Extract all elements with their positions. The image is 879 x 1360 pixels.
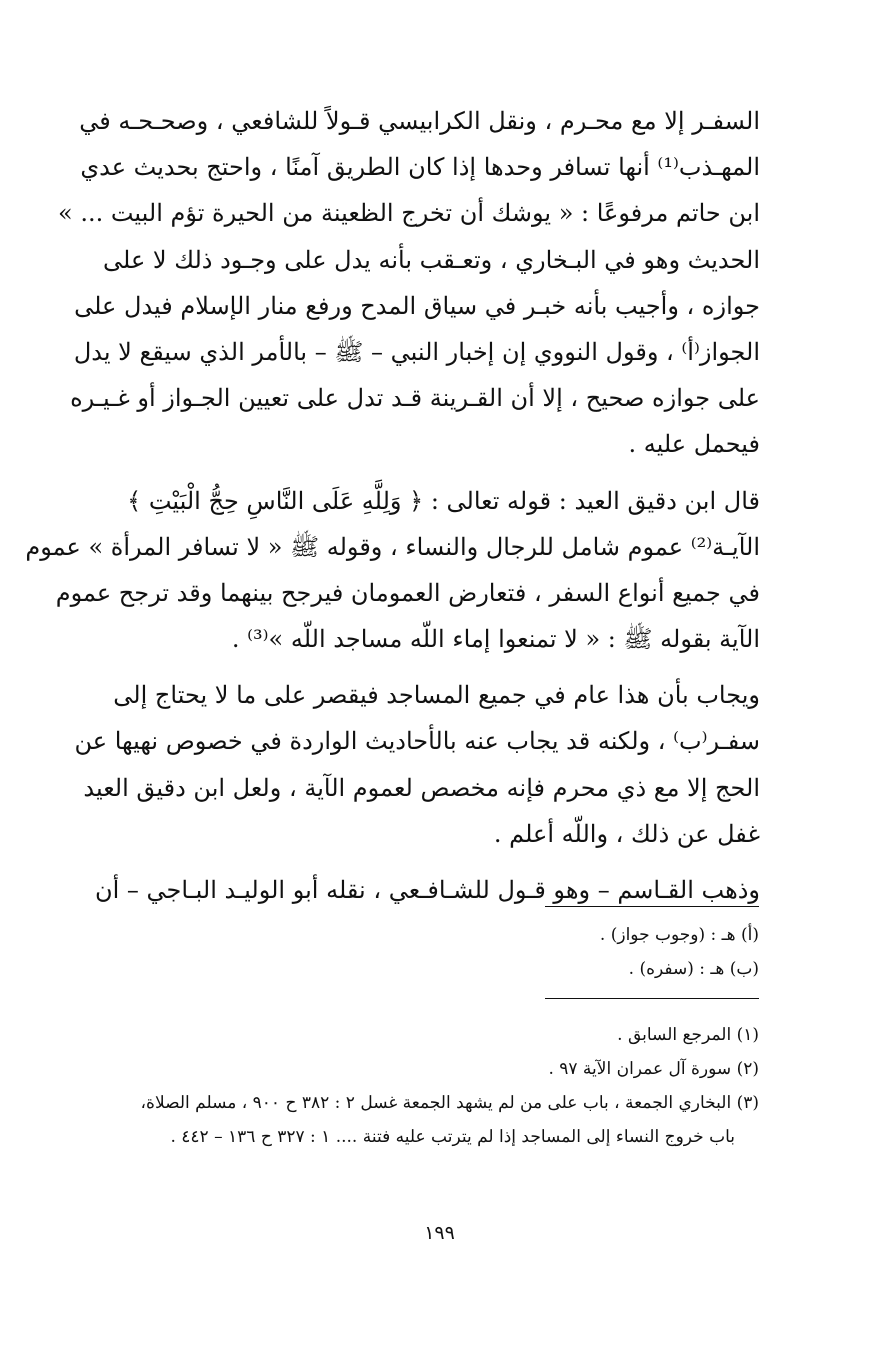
footnote-continuation: باب خروج النساء إلى المساجد إذا لم يترتب عليه فتنة .... ١ : ٣٢٧ ح ١٣٦ – ٤٤٢ . bbox=[170, 1127, 735, 1147]
text-line: السفـر إلا مع محـرم ، ونقل الكرابيسي قـولاً للشافعي ، وصحـحـه في bbox=[79, 107, 760, 135]
apparatus-divider bbox=[545, 906, 759, 907]
main-text bbox=[25, 98, 760, 923]
page-number: ١٩٩ bbox=[424, 1222, 455, 1244]
text-line: جوازه ، وأجيب بأنه خبـر في سياق المدح ورفع منار الإسلام فيدل على bbox=[74, 291, 760, 320]
footnote: (١) المرجع السابق . bbox=[617, 1025, 759, 1045]
text-line: الآية بقوله ﷺ : « لا تمنعوا إماء اللّه مساجد اللّه »⁽³⁾ . bbox=[231, 625, 760, 654]
text-line: قال ابن دقيق العيد : قوله تعالى : ﴿ وَلِلَّهِ عَلَى النَّاسِ حِجُّ الْبَيْتِ ﴾ bbox=[127, 486, 760, 515]
text-line: المهـذب⁽¹⁾ أنها تسافر وحدها إذا كان الطريق آمنًا ، واحتج بحديث عدي bbox=[80, 153, 760, 182]
text-line: الحج إلا مع ذي محرم فإنه مخصص لعموم الآية ، ولعل ابن دقيق العيد bbox=[83, 773, 760, 802]
paragraph-1 bbox=[58, 98, 760, 468]
text-line: فيحمل عليه . bbox=[628, 430, 760, 459]
text-line: غفل عن ذلك ، واللّه أعلم . bbox=[493, 819, 760, 848]
text-line: الآيـة⁽²⁾ عموم شامل للرجال والنساء ، وقوله ﷺ « لا تسافر المرأة » عموم bbox=[25, 532, 760, 561]
text-line: الجواز⁽أ⁾ ، وقول النووي إن إخبار النبي – ﷺ – بالأمر الذي سيقع لا يدل bbox=[73, 337, 760, 366]
paragraph-3 bbox=[74, 672, 760, 857]
apparatus-note: (أ) هـ : (وجوب جواز) . bbox=[599, 925, 759, 945]
footnote: (٣) البخاري الجمعة ، باب على من لم يشهد الجمعة غسل ٢ : ٣٨٢ ح ٩٠٠ ، مسلم الصلاة، bbox=[140, 1093, 759, 1113]
text-line: ويجاب بأن هذا عام في جميع المساجد فيقصر على ما لا يحتاج إلى bbox=[113, 681, 760, 710]
text-line: على جوازه صحيح ، إلا أن القـرينة قـد تدل على تعيين الجـواز أو غـيـره bbox=[70, 384, 760, 413]
text-line: الحديث وهو في البـخاري ، وتعـقب بأنه يدل على وجـود ذلك لا على bbox=[103, 245, 760, 274]
paragraph-2 bbox=[25, 478, 760, 663]
text-line: سفـر⁽ب⁾ ، ولكنه قد يجاب عنه بالأحاديث الواردة في خصوص نهيها عن bbox=[74, 727, 760, 756]
apparatus-note: (ب) هـ : (سفره) . bbox=[628, 959, 759, 979]
footnote: (٢) سورة آل عمران الآية ٩٧ . bbox=[548, 1059, 759, 1079]
footnote-divider bbox=[545, 998, 759, 999]
footnotes bbox=[123, 1018, 759, 1154]
apparatus-notes bbox=[123, 918, 759, 986]
text-line: وذهب القـاسم – وهو قـول للشـافـعي ، نقله أبو الوليـد البـاجي – أن bbox=[94, 876, 760, 904]
text-line: ابن حاتم مرفوعًا : « يوشك أن تخرج الظعينة من الحيرة تؤم البيت ... » bbox=[58, 199, 760, 228]
text-line: في جميع أنواع السفر ، فتعارض العمومان فيرجح بينهما وقد ترجح عموم bbox=[55, 578, 760, 607]
